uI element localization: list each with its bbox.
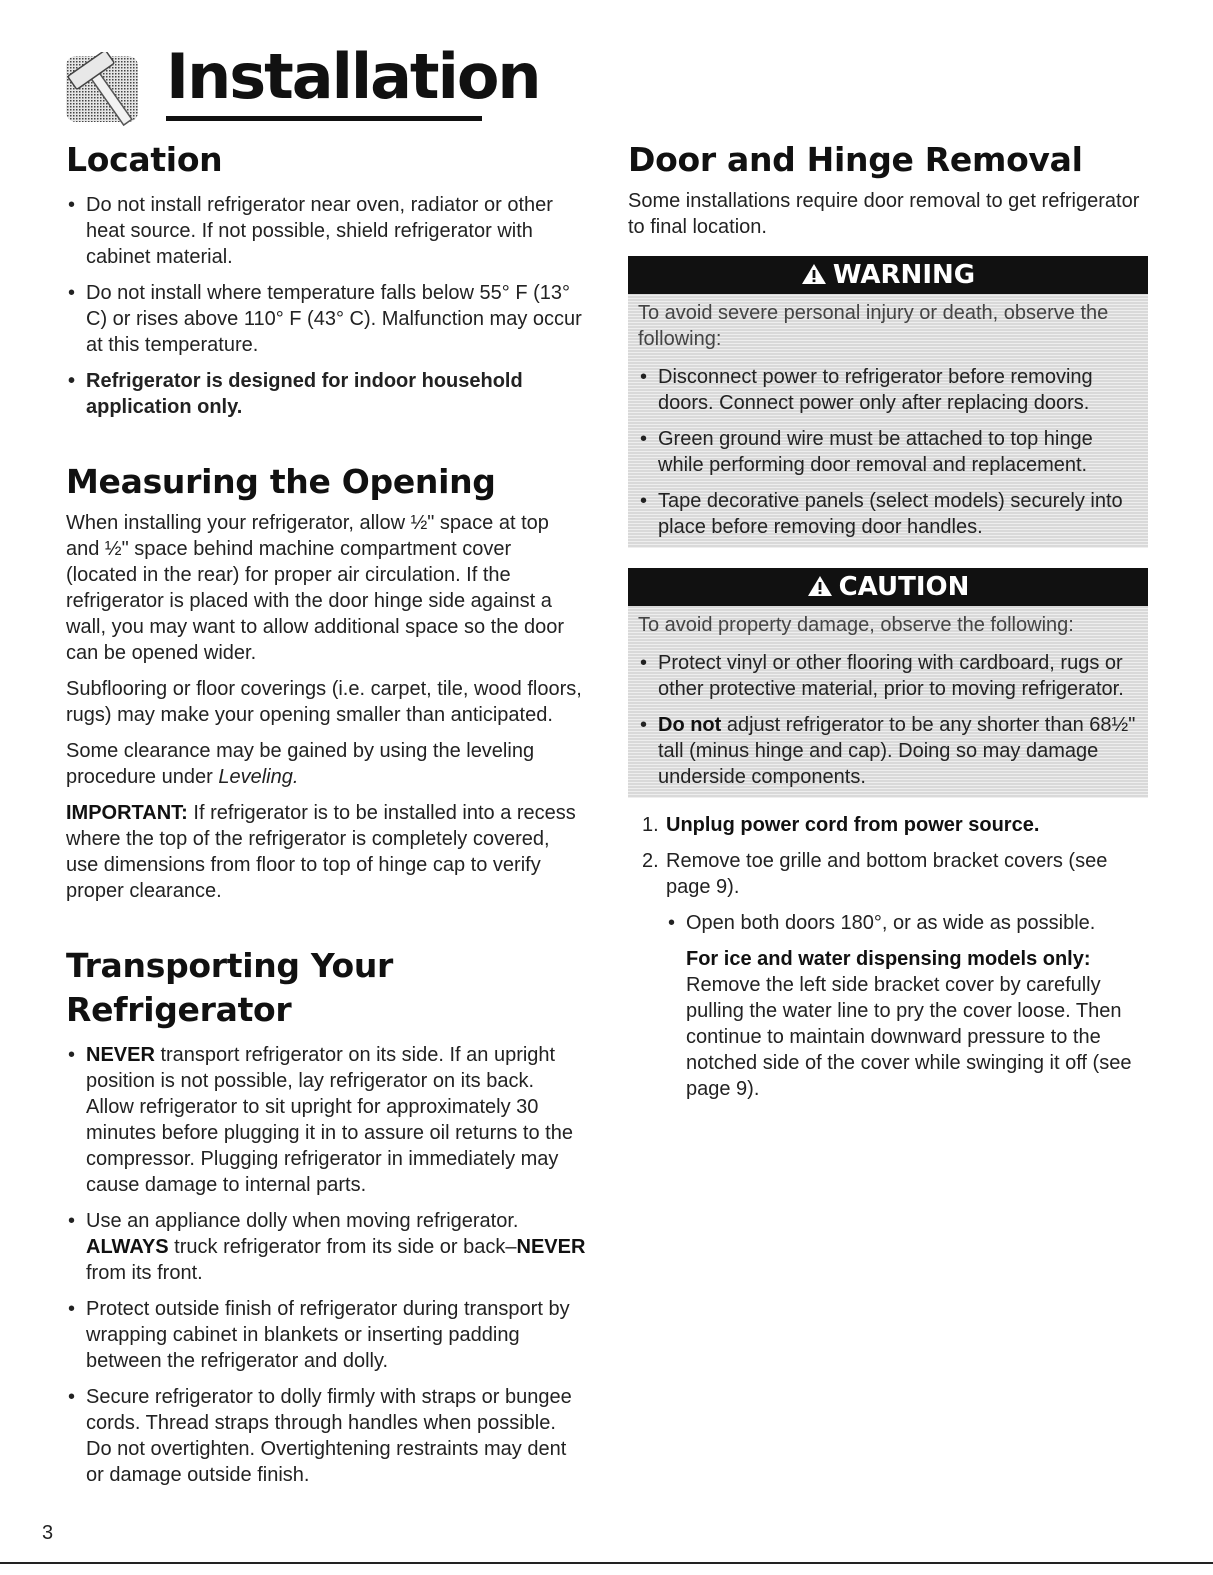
left-column [66, 138, 586, 1488]
step-item: 1. Unplug power cord from power source. [642, 814, 1040, 836]
measuring-paragraph: Subflooring or floor coverings (i.e. carpet, tile, wood floors, rugs) may make your opening smaller than anticipated. [66, 678, 582, 726]
right-column [628, 138, 1150, 1102]
page-title: Installation [166, 40, 540, 113]
location-section [66, 138, 586, 420]
list-item: • Tape decorative panels (select models) securely into place before removing door handles. [638, 488, 1136, 540]
list-item: • Refrigerator is designed for indoor household application only. [66, 368, 586, 420]
models-text: Remove the left side bracket cover by carefully pulling the water line to pry the cover loose. Then continue to maintain downward pressure to the notched side of the cover while swinging it off (see page 9). [686, 974, 1132, 1100]
transporting-heading: Transporting Your Refrigerator [66, 946, 394, 1029]
list-item: • Do not install where temperature falls below 55° F (13° C) or rises above 110° F (43° C). Malfunction may occur at this temperature. [66, 280, 586, 358]
location-heading: Location [66, 140, 223, 179]
list-item: • Do not adjust refrigerator to be any shorter than 68½" tall (minus hinge and cap). Doing so may damage underside components. [638, 712, 1136, 790]
list-item: • Use an appliance dolly when moving refrigerator. ALWAYS truck refrigerator from its side or back–NEVER from its front. [66, 1208, 586, 1286]
removal-steps [628, 812, 1150, 900]
caution-body [628, 606, 1148, 798]
caution-triangle-icon [807, 575, 833, 597]
measuring-paragraph: Some clearance may be gained by using the leveling procedure under Leveling. [66, 740, 535, 788]
list-item: • Open both doors 180°, or as wide as possible. [666, 910, 1150, 936]
location-list [66, 192, 586, 420]
list-item: • Protect outside finish of refrigerator during transport by wrapping cabinet in blankets or inserting padding between the refrigerator and dolly. [66, 1296, 586, 1374]
list-item: • Secure refrigerator to dolly firmly with straps or bungee cords. Thread straps through handles when possible. Do not overtighten. Overtightening restraints may dent or damage outside finish. [66, 1384, 586, 1488]
warning-list [638, 364, 1136, 540]
list-item: • Do not install refrigerator near oven, radiator or other heat source. If not possible, shield refrigerator with cabinet material. [66, 192, 586, 270]
door-heading: Door and Hinge Removal [628, 140, 1083, 179]
warning-title: WARNING [832, 260, 976, 290]
models-note [686, 946, 1150, 1102]
list-item: • NEVER transport refrigerator on its side. If an upright position is not possible, lay refrigerator on its back. Allow refrigerator to sit upright for approximately 30 minutes before plugging it in to assure oil returns to the compressor. Plugging refrigerator in immediately may cause damage to internal parts. [66, 1042, 586, 1198]
page-number: 3 [42, 1522, 54, 1544]
warning-lead: To avoid severe personal injury or death, observe the following: [638, 302, 1109, 350]
important-paragraph: IMPORTANT: If refrigerator is to be installed into a recess where the top of the refrigerator is completely covered, use dimensions from floor to top of hinge cap to verify proper clearance. [66, 802, 576, 902]
warning-body [628, 294, 1148, 548]
measuring-paragraph: When installing your refrigerator, allow ½" space at top and ½" space behind machine compartment cover (located in the rear) for proper air circulation. If the refrigerator is placed with the door hinge side against a wall, you may want to allow additional space so the door can be opened wider. [66, 512, 565, 664]
measuring-section [66, 460, 586, 904]
caution-header [628, 568, 1148, 606]
warning-box [628, 256, 1148, 548]
title-underline [166, 116, 482, 121]
warning-triangle-icon [801, 263, 827, 285]
door-intro: Some installations require door removal to get refrigerator to final location. [628, 190, 1140, 238]
list-item: • Disconnect power to refrigerator before removing doors. Connect power only after replacing doors. [638, 364, 1136, 416]
caution-lead: To avoid property damage, observe the following: [638, 614, 1074, 636]
step-sub-list [666, 910, 1150, 936]
measuring-heading: Measuring the Opening [66, 462, 496, 501]
page-header [64, 40, 540, 132]
important-label: IMPORTANT: [66, 802, 188, 824]
footer-rule [0, 1562, 1213, 1564]
caution-title: CAUTION [838, 572, 970, 602]
caution-box [628, 568, 1148, 798]
door-section [628, 138, 1150, 1102]
list-item: • Green ground wire must be attached to top hinge while performing door removal and replacement. [638, 426, 1136, 478]
warning-header [628, 256, 1148, 294]
hammer-icon [64, 52, 144, 128]
transporting-list [66, 1042, 586, 1488]
step-item: 2. Remove toe grille and bottom bracket covers (see page 9). [642, 850, 1108, 898]
caution-list [638, 650, 1136, 790]
transporting-section [66, 944, 586, 1488]
list-item: • Protect vinyl or other flooring with cardboard, rugs or other protective material, prior to moving refrigerator. [638, 650, 1136, 702]
models-label: For ice and water dispensing models only: [686, 948, 1091, 970]
